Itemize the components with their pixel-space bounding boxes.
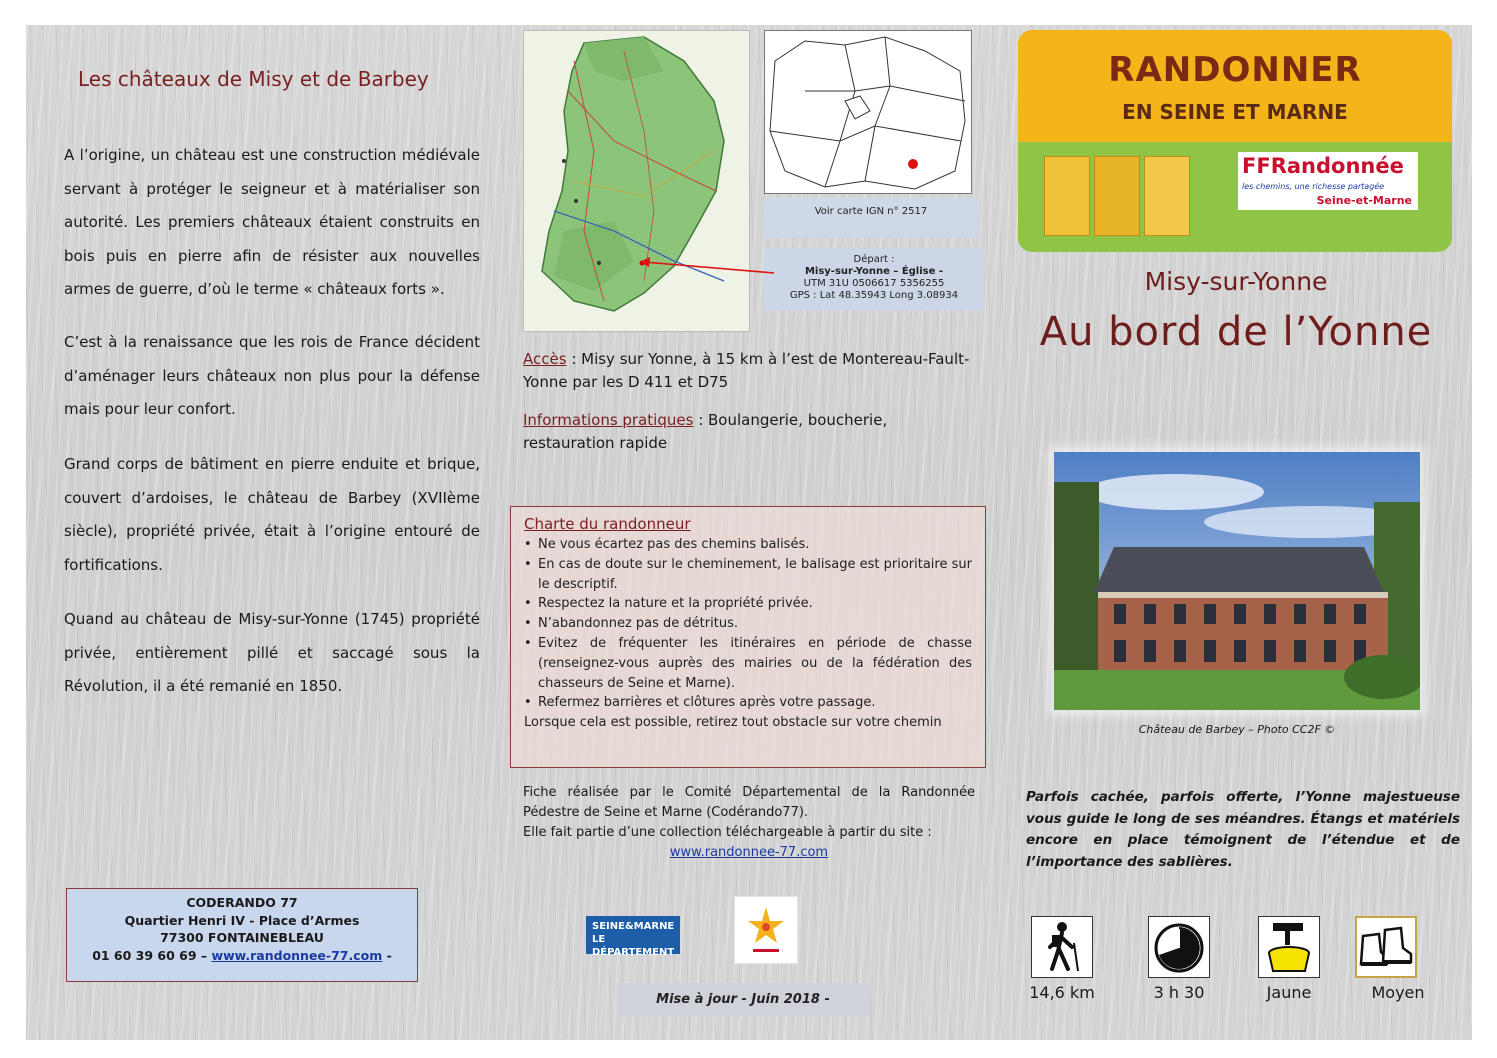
contact-name: CODERANDO 77 — [186, 895, 298, 910]
ign-map-note: Voir carte IGN n° 2517 — [764, 198, 978, 238]
start-arrow — [626, 245, 776, 285]
locator-map — [764, 30, 972, 194]
credits-text2: Elle fait partie d’une collection téléchargeable à partir du site : — [523, 825, 932, 840]
ffr-name: FFRandonnée — [1242, 154, 1404, 178]
contact-website-link[interactable]: www.randonnee-77.com — [211, 947, 383, 963]
chateau-image — [1054, 452, 1420, 710]
department-map — [523, 30, 750, 332]
charter-item: • Respectez la nature et la propriété privée. — [536, 594, 972, 614]
start-place: Misy-sur-Yonne – Église - — [804, 266, 944, 277]
charter-title: Charte du randonneur — [524, 515, 691, 533]
access-label: Accès — [523, 350, 567, 368]
distance-tile — [1031, 916, 1093, 978]
charter-last-line: Lorsque cela est possible, retirez tout obstacle sur votre chemin — [524, 715, 942, 731]
locator-map-drawing — [765, 31, 971, 193]
charter-item: • En cas de doute sur le cheminement, le balisage est prioritaire sur le descriptif. — [536, 555, 972, 595]
credits-text1: Fiche réalisée par le Comité Départemental de la Randonnée Pédestre de Seine et Marne (Codérando77). — [523, 785, 975, 820]
star-logo-icon — [735, 897, 797, 963]
hiker-charter-box — [510, 506, 986, 768]
charter-item: • Refermez barrières et clôtures après votre passage. — [536, 693, 972, 713]
update-date: Mise à jour - Juin 2018 - — [617, 983, 869, 1016]
hiker-icon — [1032, 917, 1092, 977]
charter-item: • Evitez de fréquenter les itinéraires en période de chasse (renseignez-vous auprès des mairies ou de la fédération des chasseurs de Seine et Marne). — [536, 634, 972, 693]
contact-suffix: - — [382, 947, 392, 963]
randonner-banner — [1018, 30, 1452, 252]
contact-box — [66, 888, 418, 982]
practical-info — [523, 409, 978, 455]
access-info — [523, 348, 978, 394]
sheet-credits — [523, 783, 975, 863]
brochure-page — [26, 25, 1472, 1040]
main-title: Au bord de l’Yonne — [1039, 309, 1433, 355]
difficulty-tile — [1355, 916, 1417, 978]
duration-tile — [1148, 916, 1210, 978]
contact-address2: 77300 FONTAINEBLEAU — [160, 930, 324, 945]
dept-logo-line2: LE DÉPARTEMENT — [592, 934, 675, 958]
boots-icon — [1357, 918, 1415, 976]
paragraph-origin: A l’origine, un château est une construction médiévale servant à protéger le seigneur et à matérialiser son autorité. Les premiers châteaux étaient construits en bois puis en pierre afin de résister aux nouvelles armes de guerre, d’où le terme « châteaux forts ». — [64, 146, 480, 298]
paragraph-barbey: Grand corps de bâtiment en pierre enduite et brique, couvert d’ardoises, le château de Barbey (XVIIème siècle), propriété privée, était à l’origine entouré de fortifications. — [64, 455, 480, 574]
marking-label: Jaune — [1266, 983, 1312, 1002]
tourism-logo — [734, 896, 798, 964]
difficulty-label: Moyen — [1371, 983, 1425, 1002]
ffr-tagline: les chemins, une richesse partagée — [1242, 182, 1385, 191]
charter-list — [524, 535, 972, 713]
contact-phone: 01 60 39 60 69 – — [92, 947, 212, 963]
department-map-drawing — [524, 31, 749, 331]
banner-subtitle: EN SEINE ET MARNE — [1122, 100, 1348, 124]
duration-label: 3 h 30 — [1153, 983, 1205, 1002]
chateau-photo — [1054, 452, 1420, 710]
start-label: Départ : — [853, 254, 895, 265]
distance-label: 14,6 km — [1029, 983, 1095, 1002]
ffrandonnee-logo — [1238, 152, 1418, 210]
clock-icon — [1149, 917, 1209, 977]
contact-address1: Quartier Henri IV - Place d’Armes — [124, 912, 360, 928]
credits-website-link[interactable]: www.randonnee-77.com — [669, 845, 829, 860]
contact-line — [67, 947, 417, 965]
practical-info-label: Informations pratiques — [523, 411, 694, 429]
guide-book-image — [1094, 156, 1140, 236]
paint-pot-icon — [1259, 917, 1319, 977]
ffr-dept: Seine-et-Marne — [1316, 194, 1412, 207]
section-title: Les châteaux de Misy et de Barbey — [78, 67, 429, 91]
guide-book-image — [1144, 156, 1190, 236]
paragraph-misy: Quand au château de Misy-sur-Yonne (1745) propriété privée, entièrement pillé et saccagé sous la Révolution, il a été remanié en 1850. — [64, 610, 480, 695]
charter-item: • Ne vous écartez pas des chemins balisés. — [536, 535, 972, 555]
dept-logo-line1: SEINE&MARNE — [592, 921, 675, 932]
marking-tile — [1258, 916, 1320, 978]
start-utm: UTM 31U 0506617 5356255 — [803, 278, 945, 289]
banner-title: RANDONNER — [1108, 50, 1362, 90]
start-point-box — [764, 248, 984, 310]
charter-item: • N’abandonnez pas de détritus. — [536, 614, 972, 634]
practical-info-text: : Boulangerie, boucherie, restauration rapide — [523, 411, 888, 452]
access-text: : Misy sur Yonne, à 15 km à l’est de Montereau-Fault-Yonne par les D 411 et D75 — [523, 350, 970, 391]
town-name: Misy-sur-Yonne — [1144, 267, 1328, 296]
photo-caption: Château de Barbey – Photo CC2F © — [1138, 723, 1336, 736]
walk-description: Parfois cachée, parfois offerte, l’Yonne majestueuse vous guide le long de ses méandres. Étangs et matériels encore en place témoignent de l’étendue et de l’importance des sablières. — [1026, 789, 1460, 870]
start-gps: GPS : Lat 48.35943 Long 3.08934 — [789, 290, 959, 301]
paragraph-renaissance: C’est à la renaissance que les rois de France décident d’aménager leurs châteaux non plus pour la défense mais pour leur confort. — [64, 333, 480, 418]
guide-book-image — [1044, 156, 1090, 236]
seine-et-marne-department-logo — [586, 916, 680, 958]
